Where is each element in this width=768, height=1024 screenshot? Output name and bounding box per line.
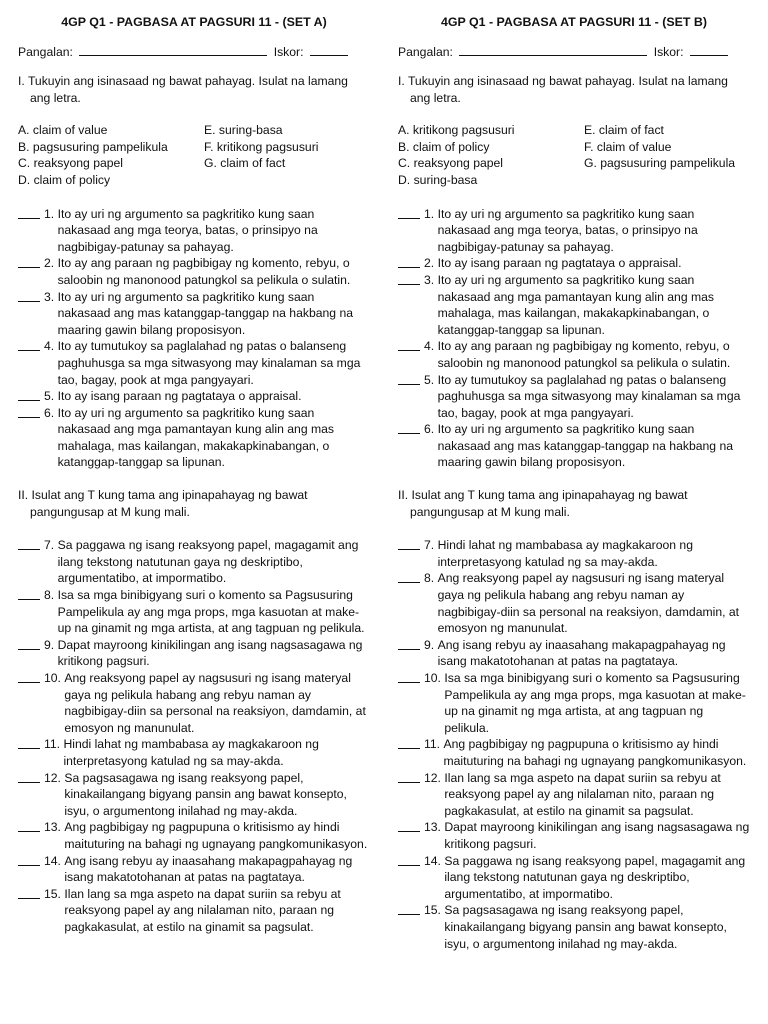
answer-blank[interactable]: [398, 736, 420, 749]
score-field[interactable]: [690, 44, 728, 56]
question-number: 2.: [424, 256, 435, 271]
question-text: Ilan lang sa mga aspeto na dapat suriin sa rebyu at reaksyong papel ay ang nilalaman nito, paraan ng pagkakasulat, at estilo na ginamit sa pagsulat.: [64, 886, 341, 934]
question-number: 9.: [44, 637, 55, 652]
answer-blank[interactable]: [398, 372, 420, 385]
question-number: 11.: [44, 737, 61, 752]
question-text: Ito ay tumutukoy sa paglalahad ng patas o balanseng paghuhusga sa mga sitwasyong may kinalaman sa mga tao, bagay, pook at mga pangyayari.: [437, 372, 741, 420]
question-item: [18, 537, 370, 587]
set-b-choices: [398, 122, 750, 188]
answer-blank[interactable]: [398, 338, 420, 351]
answer-blank[interactable]: [398, 421, 420, 434]
question-number: 11.: [424, 737, 441, 752]
question-item: [18, 637, 370, 670]
answer-blank[interactable]: [18, 405, 40, 418]
question-item: [398, 272, 750, 338]
question-text: Isa sa mga binibigyang suri o komento sa Pagsusuring Pampelikula ay ang mga props, mga kasuotan at make-up na ginamit ng mga artista, at ang tagpuan ng pelikula.: [444, 671, 746, 735]
question-number: 1.: [44, 206, 55, 221]
question-number: 10.: [44, 671, 61, 685]
answer-blank[interactable]: [18, 587, 40, 600]
question-text: Ito ay uri ng argumento sa pagkritiko kung saan nakasaad ang mga teorya, batas, o prinsipyo na nagbibigay-patunay sa pahayag.: [437, 206, 698, 254]
question-number: 14.: [424, 853, 441, 868]
question-number: 13.: [424, 820, 441, 835]
question-item: [398, 537, 750, 570]
question-item: [18, 255, 370, 288]
question-item: [18, 670, 370, 736]
choice: F. kritikong pagsusuri: [204, 139, 319, 154]
answer-blank[interactable]: [398, 637, 420, 650]
set-a-name-score-line: [18, 44, 370, 61]
question-item: [18, 587, 370, 637]
answer-blank[interactable]: [398, 272, 420, 285]
answer-blank[interactable]: [398, 255, 420, 268]
question-item: [18, 770, 370, 820]
question-text: Ang reaksyong papel ay nagsusuri ng isang materyal gaya ng pelikula habang ang rebyu naman ay nagbibigay-diin sa personal na reaksiyon, damdamin, at emosyon ng manunulat.: [64, 671, 366, 735]
question-number: 8.: [424, 571, 435, 586]
question-text: Ito ay tumutukoy sa paglalahad ng patas o balanseng paghuhusga sa mga sitwasyong may kinalaman sa mga tao, bagay, pook at mga pangyayari.: [57, 339, 361, 387]
choice: B. claim of policy: [398, 139, 490, 154]
question-text: Ito ay uri ng argumento sa pagkritiko kung saan nakasaad ang mga teorya, batas, o prinsipyo na nagbibigay-patunay sa pahayag.: [57, 206, 318, 254]
question-item: [398, 853, 750, 903]
score-field[interactable]: [310, 44, 348, 56]
name-field[interactable]: [79, 44, 267, 56]
question-number: 3.: [44, 289, 55, 304]
question-number: 7.: [44, 538, 55, 553]
answer-blank[interactable]: [398, 570, 420, 583]
set-b-section1-instruction: I. Tukuyin ang isinasaad ng bawat pahayag. Isulat na lamang ang letra.: [398, 74, 728, 105]
set-a-section2-instruction: II. Isulat ang T kung tama ang ipinapahayag ng bawat pangungusap at M kung mali.: [18, 488, 308, 519]
choice: C. reaksyong papel: [398, 156, 504, 171]
answer-blank[interactable]: [18, 819, 40, 832]
question-text: Ito ay uri ng argumento sa pagkritiko kung saan nakasaad ang mga pamantayan kung alin ang mas mahalaga, mas kailangan, makakapkinabangan, o katanggap-tanggap sa lipunan.: [57, 405, 335, 470]
question-number: 10.: [424, 671, 441, 685]
name-field[interactable]: [459, 44, 647, 56]
question-item: [398, 421, 750, 471]
question-number: 13.: [44, 820, 61, 835]
question-item: [398, 206, 750, 256]
answer-blank[interactable]: [398, 670, 420, 683]
set-a-column: [18, 14, 370, 936]
question-number: 12.: [44, 770, 61, 785]
question-item: [18, 388, 370, 405]
set-b-column: [398, 14, 750, 952]
question-text: Ang pagbibigay ng pagpupuna o kritisismo ay hindi maituturing na bahagi ng ugnayang pangkomunikasyon.: [64, 820, 368, 851]
choice: E. claim of fact: [584, 123, 664, 138]
set-a-choices: [18, 122, 370, 188]
set-a-section1-items: [18, 206, 370, 472]
question-number: 2.: [44, 256, 55, 271]
score-label: Iskor:: [653, 45, 684, 59]
question-number: 1.: [424, 206, 435, 221]
question-item: [18, 338, 370, 388]
question-number: 6.: [424, 422, 435, 437]
question-number: 5.: [44, 389, 55, 404]
question-text: Ito ay ang paraan ng pagbibigay ng komento, rebyu, o saloobin ng manonood patungkol sa pelikula o sulatin.: [57, 256, 351, 287]
choice: A. kritikong pagsusuri: [398, 123, 515, 138]
score-label: Iskor:: [273, 45, 304, 59]
choice: G. claim of fact: [204, 156, 286, 171]
answer-blank[interactable]: [398, 819, 420, 832]
question-item: [398, 338, 750, 371]
answer-blank[interactable]: [398, 206, 420, 219]
answer-blank[interactable]: [18, 770, 40, 783]
question-item: [398, 770, 750, 820]
set-b-section2-instruction: II. Isulat ang T kung tama ang ipinapahayag ng bawat pangungusap at M kung mali.: [398, 488, 688, 519]
answer-blank[interactable]: [398, 902, 420, 915]
answer-blank[interactable]: [18, 670, 40, 683]
question-number: 15.: [424, 903, 441, 918]
question-text: Ito ay ang paraan ng pagbibigay ng komento, rebyu, o saloobin ng manonood patungkol sa pelikula o sulatin.: [437, 339, 731, 370]
set-b-name-score-line: [398, 44, 750, 61]
question-item: [18, 289, 370, 339]
question-item: [18, 206, 370, 256]
answer-blank[interactable]: [18, 736, 40, 749]
answer-blank[interactable]: [18, 255, 40, 268]
choice: C. reaksyong papel: [18, 156, 124, 171]
set-b-section2-items: [398, 537, 750, 952]
question-number: 4.: [424, 339, 435, 354]
set-a-section1-instruction: I. Tukuyin ang isinasaad ng bawat pahayag. Isulat na lamang ang letra.: [18, 74, 348, 105]
question-number: 3.: [424, 272, 435, 287]
question-number: 15.: [44, 886, 61, 901]
question-text: Ito ay uri ng argumento sa pagkritiko kung saan nakasaad ang mga pamantayan kung alin ang mas mahalaga, mas kailangan, makakapkinabangan, o katanggap-tanggap sa lipunan.: [437, 272, 715, 337]
question-number: 5.: [424, 372, 435, 387]
set-a-section2-items: [18, 537, 370, 935]
choice: A. claim of value: [18, 123, 108, 138]
question-item: [398, 255, 750, 272]
question-text: Dapat mayroong kinikilingan ang isang nagsasagawa ng kritikong pagsuri.: [57, 637, 363, 669]
question-number: 12.: [424, 770, 441, 785]
answer-blank[interactable]: [398, 853, 420, 866]
question-text: Ito ay uri ng argumento sa pagkritiko kung saan nakasaad ang mas katanggap-tanggap na hakbang na maaring gawin bilang proposisyon.: [437, 422, 734, 470]
answer-blank[interactable]: [18, 853, 40, 866]
choice: F. claim of value: [584, 139, 672, 154]
question-text: Ito ay isang paraan ng pagtataya o appraisal.: [57, 389, 302, 404]
answer-blank[interactable]: [398, 770, 420, 783]
answer-blank[interactable]: [18, 388, 40, 401]
answer-blank[interactable]: [398, 537, 420, 550]
question-text: Ilan lang sa mga aspeto na dapat suriin sa rebyu at reaksyong papel ay ang nilalaman nito, paraan ng pagkakasulat, at estilo na ginamit sa pagsulat.: [444, 770, 721, 818]
question-number: 6.: [44, 405, 55, 420]
answer-blank[interactable]: [18, 338, 40, 351]
question-text: Hindi lahat ng mambabasa ay magkakaroon ng interpretasyong katulad ng sa may-akda.: [437, 538, 693, 569]
question-text: Sa paggawa ng isang reaksyong papel, magagamit ang ilang tekstong natutunan gaya ng deskriptibo, argumentatibo, at impormatibo.: [444, 853, 746, 901]
question-text: Ang reaksyong papel ay nagsusuri ng isang materyal gaya ng pelikula habang ang rebyu naman ay nagbibigay-diin sa personal na reaksiyon, damdamin, at emosyon ng manunulat.: [437, 571, 740, 636]
question-item: [18, 405, 370, 471]
choice: D. suring-basa: [398, 172, 478, 187]
question-number: 9.: [424, 637, 435, 652]
choice: E. suring-basa: [204, 123, 283, 138]
question-item: [18, 853, 370, 886]
choice: [204, 172, 370, 189]
question-item: [398, 819, 750, 852]
question-number: 7.: [424, 538, 435, 553]
set-b-section1-items: [398, 206, 750, 472]
question-item: [398, 570, 750, 636]
set-a-title: 4GP Q1 - PAGBASA AT PAGSURI 11 - (SET A): [61, 15, 327, 29]
answer-blank[interactable]: [18, 537, 40, 550]
question-number: 8.: [44, 588, 55, 603]
question-item: [398, 670, 750, 736]
question-text: Ang isang rebyu ay inaasahang makapagpahayag ng isang makatotohanan at patas na pagtataya.: [64, 853, 353, 885]
question-text: Ito ay uri ng argumento sa pagkritiko kung saan nakasaad ang mas katanggap-tanggap na hakbang na maaring gawin bilang proposisyon.: [57, 289, 354, 337]
question-text: Sa paggawa ng isang reaksyong papel, magagamit ang ilang tekstong natutunan gaya ng deskriptibo, argumentatibo, at impormatibo.: [57, 538, 359, 586]
question-item: [18, 819, 370, 852]
choice: [584, 172, 750, 189]
answer-blank[interactable]: [18, 206, 40, 219]
question-item: [398, 637, 750, 670]
name-label: Pangalan:: [18, 45, 73, 59]
question-text: Sa pagsasagawa ng isang reaksyong papel, kinakailangang bigyang pansin ang bawat konsepto, isyu, o argumentong inilahad ng may-akda.: [64, 770, 347, 818]
question-text: Sa pagsasagawa ng isang reaksyong papel, kinakailangang bigyang pansin ang bawat konsepto, isyu, o argumentong inilahad ng may-akda.: [444, 903, 727, 951]
choice: B. pagsusuring pampelikula: [18, 139, 168, 154]
question-item: [18, 886, 370, 936]
question-text: Isa sa mga binibigyang suri o komento sa Pagsusuring Pampelikula ay ang mga props, mga kasuotan at make-up na ginamit ng mga artista, at ang tagpuan ng pelikula.: [57, 588, 365, 636]
question-item: [398, 736, 750, 769]
question-text: Dapat mayroong kinikilingan ang isang nagsasagawa ng kritikong pagsuri.: [444, 820, 750, 851]
answer-blank[interactable]: [18, 637, 40, 650]
question-item: [18, 736, 370, 769]
question-number: 14.: [44, 853, 61, 868]
set-b-title: 4GP Q1 - PAGBASA AT PAGSURI 11 - (SET B): [441, 15, 707, 29]
question-number: 4.: [44, 339, 55, 354]
question-item: [398, 902, 750, 952]
question-text: Ang isang rebyu ay inaasahang makapagpahayag ng isang makatotohanan at patas na pagtataya.: [437, 637, 726, 669]
question-text: Ang pagbibigay ng pagpupuna o kritisismo ay hindi maituturing na bahagi ng ugnayang pangkomunikasyon.: [443, 737, 747, 768]
choice: G. pagsusuring pampelikula: [584, 156, 736, 171]
question-text: Hindi lahat ng mambabasa ay magkakaroon ng interpretasyong katulad ng sa may-akda.: [63, 737, 319, 768]
question-item: [398, 372, 750, 422]
choice: D. claim of policy: [18, 172, 111, 187]
answer-blank[interactable]: [18, 289, 40, 302]
question-text: Ito ay isang paraan ng pagtataya o appraisal.: [437, 256, 682, 271]
answer-blank[interactable]: [18, 886, 40, 899]
name-label: Pangalan:: [398, 45, 453, 59]
